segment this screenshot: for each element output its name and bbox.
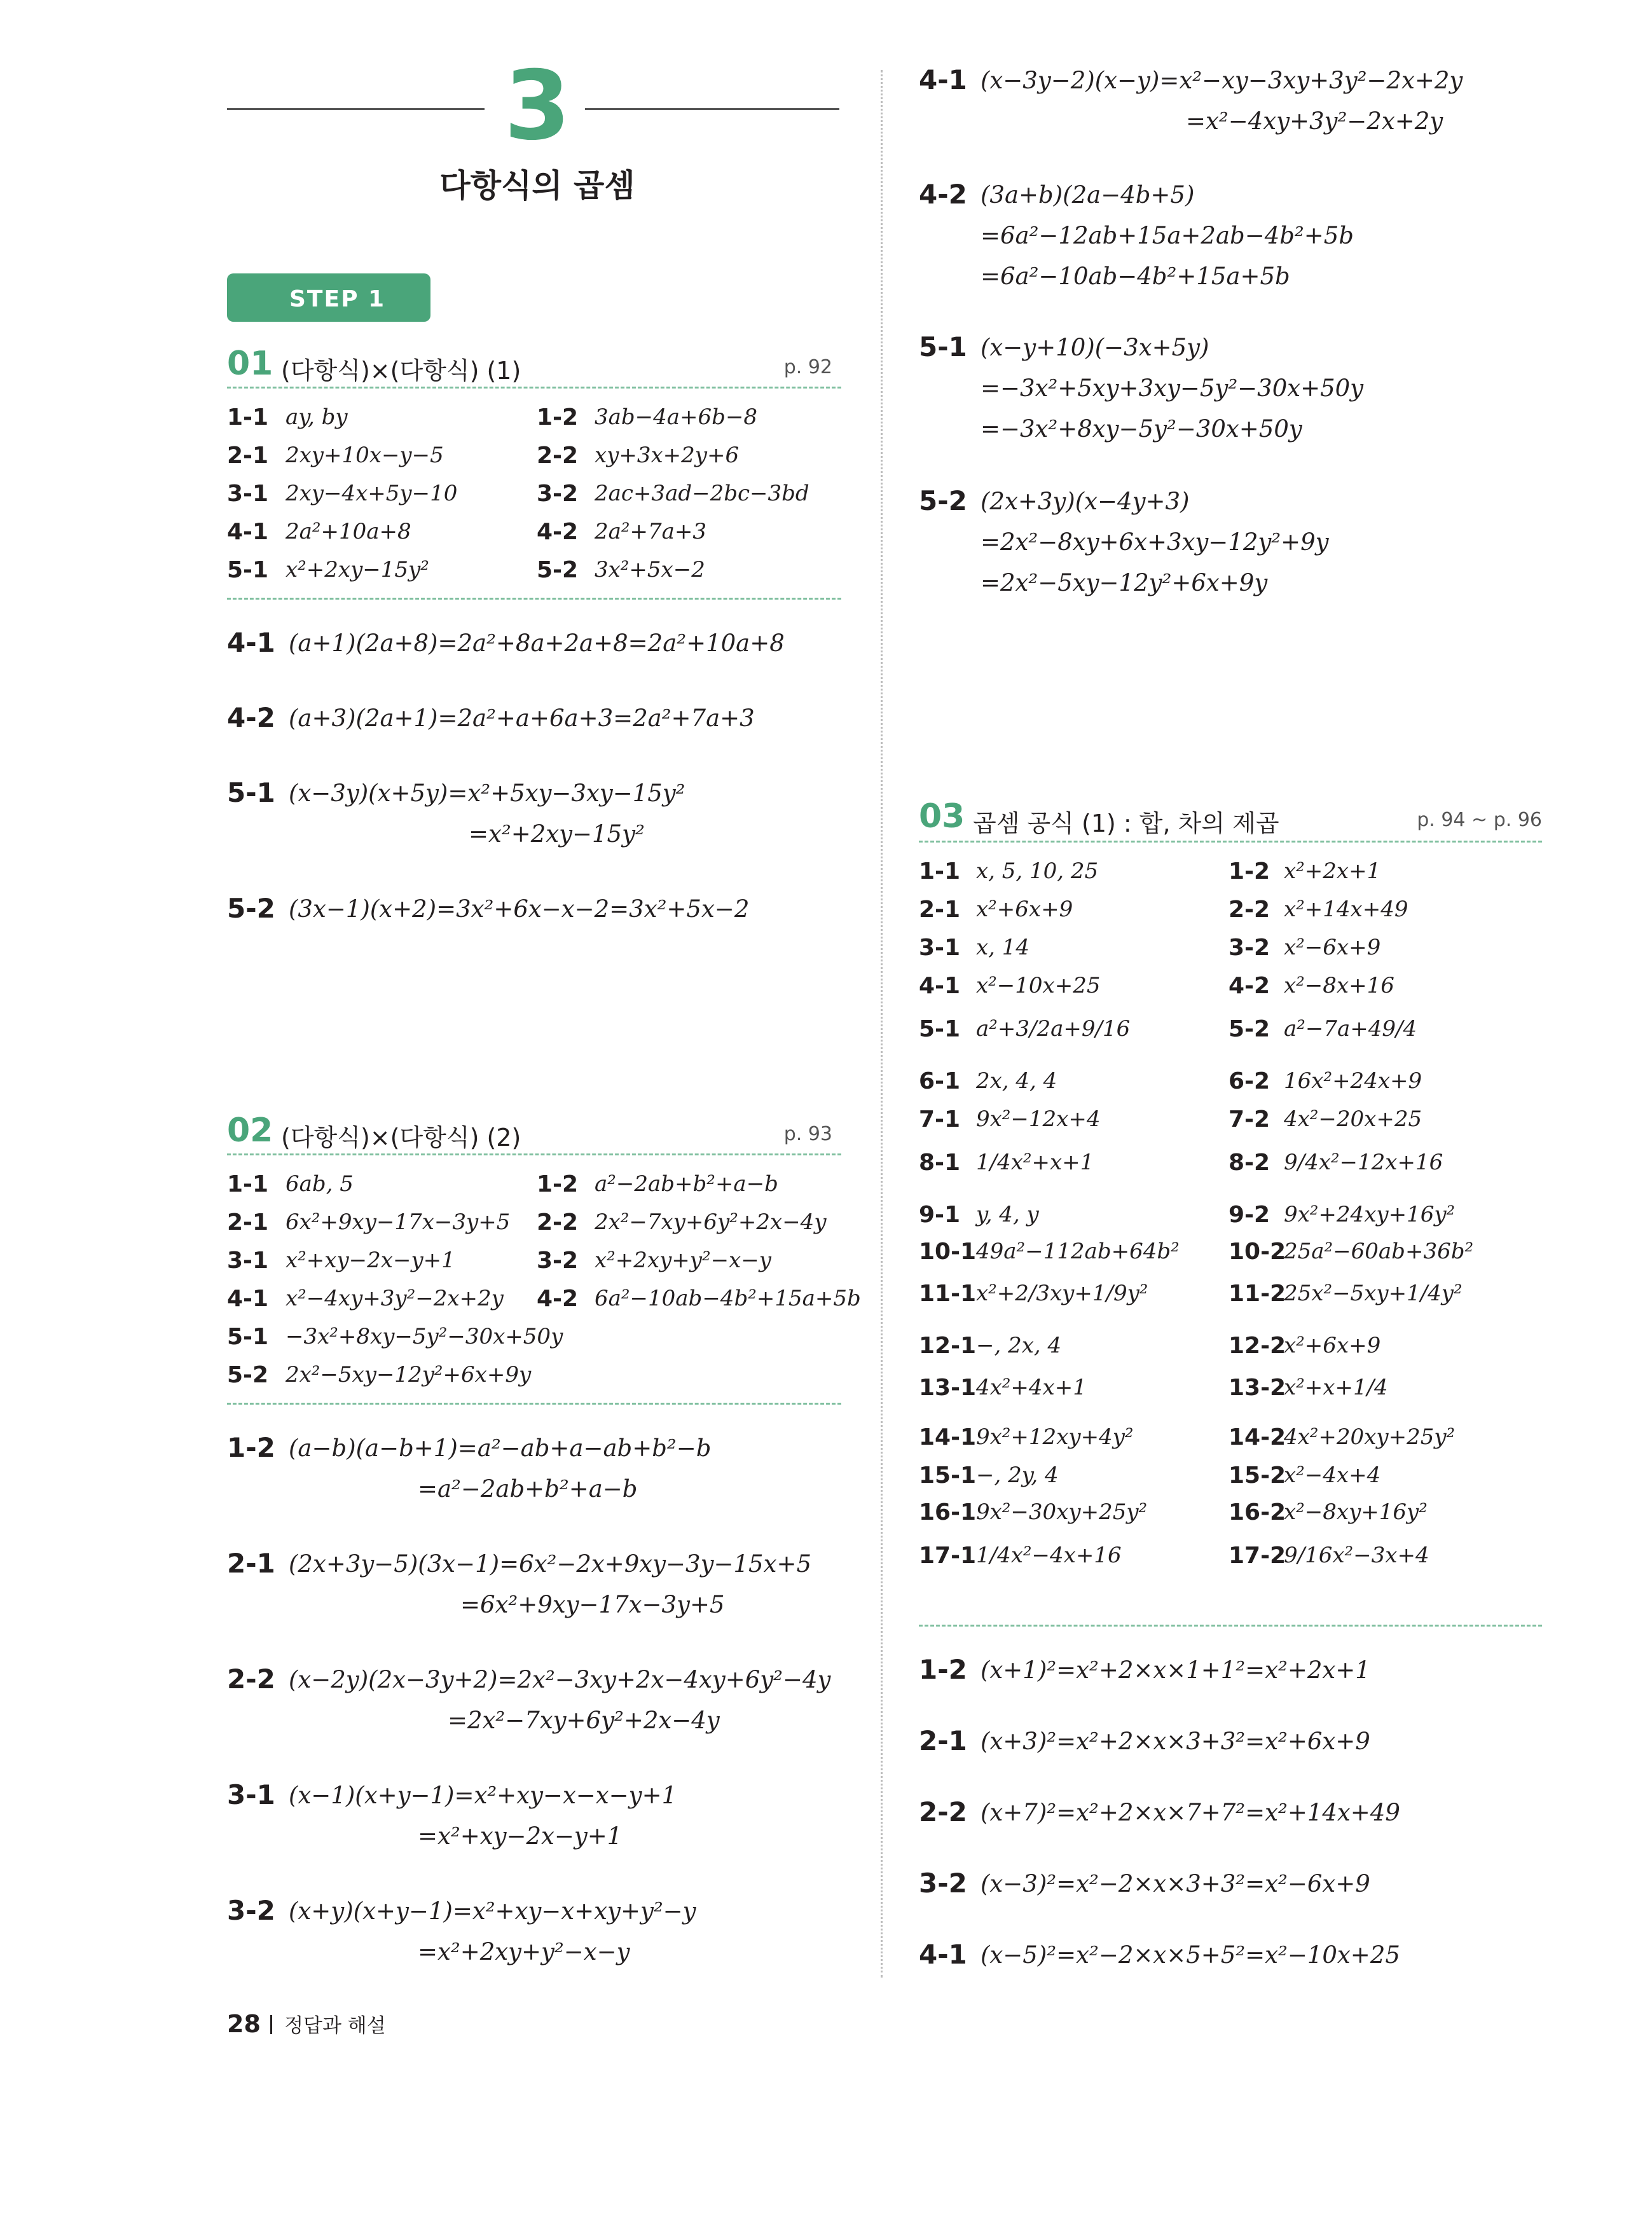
answer-label: 2-2 (537, 443, 579, 469)
answer-value: x²+6x+9 (976, 897, 1073, 922)
section-number: 03 (919, 797, 965, 836)
solution-line: =2x²−7xy+6y²+2x−4y (448, 1707, 720, 1734)
answer-label: 15-2 (1229, 1463, 1286, 1489)
solution-line: (x−3y)(x+5y)=x²+5xy−3xy−15y² (289, 780, 685, 807)
answer-value: x²+14x+49 (1284, 897, 1408, 922)
answer-label: 8-1 (919, 1150, 961, 1176)
answer-value: y, 4, y (976, 1202, 1039, 1227)
divider (919, 1625, 1542, 1627)
answer-label: 5-2 (537, 557, 579, 583)
answer-value: 9x²−12x+4 (976, 1106, 1101, 1132)
section-number: 02 (227, 1112, 273, 1150)
solution-line: =6x²+9xy−17x−3y+5 (460, 1591, 725, 1618)
solution-line: =x²+2xy+y²−x−y (418, 1938, 630, 1965)
solution-line: =x²+xy−2x−y+1 (418, 1822, 623, 1850)
solution-line: (x−5)²=x²−2×x×5+5²=x²−10x+25 (981, 1941, 1400, 1969)
answer-value: 1/4x²+x+1 (976, 1150, 1094, 1175)
answer-label: 15-1 (919, 1463, 977, 1489)
answer-value: x²−6x+9 (1284, 935, 1381, 960)
solution-line: =−3x²+5xy+3xy−5y²−30x+50y (981, 375, 1364, 402)
section-number: 01 (227, 345, 273, 383)
solution-line: (x+3)²=x²+2×x×3+3²=x²+6x+9 (981, 1728, 1370, 1755)
answer-label: 4-1 (227, 1286, 269, 1312)
answer-label: 1-1 (227, 1171, 269, 1197)
answer-label: 1-2 (1229, 858, 1270, 884)
answer-label: 10-1 (919, 1239, 977, 1265)
answer-value: 3ab−4a+6b−8 (595, 404, 758, 430)
page-number: 28 (227, 2010, 261, 2038)
answer-label: 12-2 (1229, 1333, 1286, 1359)
solution-line: (3x−1)(x+2)=3x²+6x−x−2=3x²+5x−2 (289, 895, 750, 923)
answer-value: x²+xy−2x−y+1 (286, 1248, 455, 1273)
answer-value: x²+2xy−15y² (286, 557, 429, 582)
answer-label: 16-2 (1229, 1499, 1286, 1525)
section-title: (다항식)×(다항식) (1) (281, 357, 521, 385)
chapter-title: 다항식의 곱셈 (439, 167, 635, 204)
answer-value: 6ab, 5 (286, 1171, 354, 1197)
answer-value: x²+6x+9 (1284, 1333, 1381, 1358)
solution-line: =2x²−5xy−12y²+6x+9y (981, 569, 1268, 596)
solution-line: (x−y+10)(−3x+5y) (981, 334, 1209, 361)
answer-value: 1/4x²−4x+16 (976, 1543, 1122, 1568)
answer-label: 4-1 (919, 973, 961, 999)
answer-label: 4-2 (537, 519, 579, 545)
answer-label: 2-1 (227, 1209, 269, 1235)
solution-line: =x²+2xy−15y² (469, 820, 645, 848)
footer-label: 정답과 해설 (284, 2014, 386, 2037)
solution-line: (x−1)(x+y−1)=x²+xy−x−x−y+1 (289, 1782, 677, 1809)
answer-label: 11-2 (1229, 1281, 1286, 1307)
answer-label: 10-2 (1229, 1239, 1286, 1265)
section-03-header (919, 797, 1542, 842)
solution-line: (3a+b)(2a−4b+5) (981, 181, 1195, 209)
answer-label: 7-1 (919, 1106, 961, 1132)
answer-label: 4-2 (537, 1286, 579, 1312)
footer (227, 2009, 386, 2041)
answer-value: 9x²−30xy+25y² (976, 1499, 1148, 1525)
solution-line: =6a²−12ab+15a+2ab−4b²+5b (981, 222, 1354, 249)
answer-label: 16-1 (919, 1499, 977, 1525)
answer-label: 12-1 (919, 1333, 977, 1359)
answer-label: 2-1 (919, 897, 961, 923)
answer-label: 3-1 (919, 935, 961, 961)
solution-line: (x+7)²=x²+2×x×7+7²=x²+14x+49 (981, 1799, 1400, 1826)
answer-value: x²−10x+25 (976, 973, 1101, 998)
answer-value: 6a²−10ab−4b²+15a+5b (595, 1286, 861, 1311)
answer-label: 2-1 (227, 443, 269, 469)
solution-line: (x−3)²=x²−2×x×3+3²=x²−6x+9 (981, 1870, 1370, 1897)
solution-label: 1-2 (919, 1654, 967, 1685)
answer-label: 13-1 (919, 1375, 977, 1401)
answer-value: 2ac+3ad−2bc−3bd (595, 481, 809, 506)
answer-value: a²+3/2a+9/16 (976, 1016, 1131, 1042)
answer-value: x²−4xy+3y²−2x+2y (286, 1286, 504, 1311)
answer-label: 1-1 (227, 404, 269, 430)
solution-line: (x+1)²=x²+2×x×1+1²=x²+2x+1 (981, 1656, 1370, 1684)
solution-line: (x−3y−2)(x−y)=x²−xy−3xy+3y²−2x+2y (981, 67, 1463, 94)
chapter-number: 3 (504, 51, 571, 162)
answer-label: 2-2 (1229, 897, 1270, 923)
divider (227, 387, 841, 389)
answer-value: xy+3x+2y+6 (595, 443, 740, 468)
answer-value: x²+2xy+y²−x−y (595, 1248, 771, 1273)
answer-value: 2xy+10x−y−5 (286, 443, 444, 468)
answer-value: 9x²+24xy+16y² (1284, 1202, 1456, 1227)
section-02-header (227, 1112, 841, 1156)
step-label: STEP 1 (289, 286, 386, 312)
page-reference: p. 94 ~ p. 96 (1417, 809, 1542, 831)
answer-label: 7-2 (1229, 1106, 1270, 1132)
answer-label: 5-1 (919, 1016, 961, 1042)
answer-value: −, 2x, 4 (976, 1333, 1062, 1358)
page-reference: p. 93 (783, 1123, 832, 1145)
answer-value: 25a²−60ab+36b² (1284, 1239, 1474, 1264)
solution-line: (x−2y)(2x−3y+2)=2x²−3xy+2x−4xy+6y²−4y (289, 1666, 831, 1693)
answer-label: 3-2 (537, 481, 579, 507)
solution-label: 2-1 (227, 1548, 275, 1579)
solution-label: 4-1 (227, 627, 275, 658)
answer-label: 8-2 (1229, 1150, 1270, 1176)
answer-value: 16x²+24x+9 (1284, 1068, 1422, 1094)
solution-line: (a+1)(2a+8)=2a²+8a+2a+8=2a²+10a+8 (289, 630, 785, 657)
answer-label: 9-1 (919, 1202, 961, 1228)
step-badge (227, 273, 430, 322)
answer-label: 5-1 (227, 1324, 269, 1350)
solution-label: 4-2 (227, 702, 275, 733)
page-reference: p. 92 (783, 356, 832, 378)
solution-label: 2-1 (919, 1725, 967, 1756)
answer-label: 1-2 (537, 1171, 579, 1197)
answer-label: 3-1 (227, 1248, 269, 1274)
answer-label: 3-2 (1229, 935, 1270, 961)
answer-value: x, 5, 10, 25 (976, 858, 1099, 884)
divider (227, 1153, 841, 1155)
answer-label: 14-1 (919, 1424, 977, 1450)
answer-value: 49a²−112ab+64b² (976, 1239, 1180, 1264)
answer-value: x, 14 (976, 935, 1030, 960)
answer-label: 5-2 (227, 1362, 269, 1388)
solution-label: 2-2 (227, 1663, 275, 1695)
answer-value: x²+2/3xy+1/9y² (976, 1281, 1148, 1306)
answer-label: 11-1 (919, 1281, 977, 1307)
answer-value: 2xy−4x+5y−10 (286, 481, 458, 506)
answer-value: a²−2ab+b²+a−b (595, 1171, 778, 1197)
answer-label: 4-2 (1229, 973, 1270, 999)
answer-label: 14-2 (1229, 1424, 1286, 1450)
answer-label: 2-2 (537, 1209, 579, 1235)
answer-label: 17-1 (919, 1543, 977, 1569)
answer-value: x²−8x+16 (1284, 973, 1394, 998)
answer-label: 6-1 (919, 1068, 961, 1094)
answer-label: 1-2 (537, 404, 579, 430)
solution-label: 4-1 (919, 64, 967, 95)
solution-label: 3-2 (919, 1868, 967, 1899)
column-divider (881, 70, 883, 1978)
answer-value: a²−7a+49/4 (1284, 1016, 1417, 1042)
answer-value: x²+x+1/4 (1284, 1375, 1388, 1400)
solution-line: =6a²−10ab−4b²+15a+5b (981, 263, 1290, 290)
solution-line: (x+y)(x+y−1)=x²+xy−x+xy+y²−y (289, 1897, 696, 1925)
answer-value: 2x²−5xy−12y²+6x+9y (286, 1362, 532, 1387)
divider (227, 1403, 841, 1405)
answer-label: 13-2 (1229, 1375, 1286, 1401)
answer-value: 9x²+12xy+4y² (976, 1424, 1134, 1450)
answer-label: 3-2 (537, 1248, 579, 1274)
answer-value: −3x²+8xy−5y²−30x+50y (286, 1324, 563, 1349)
answer-label: 3-1 (227, 481, 269, 507)
answer-label: 9-2 (1229, 1202, 1270, 1228)
solution-label: 5-2 (919, 485, 967, 516)
solution-line: (a+3)(2a+1)=2a²+a+6a+3=2a²+7a+3 (289, 705, 755, 732)
answer-value: x²−8xy+16y² (1284, 1499, 1428, 1525)
answer-value: 9/16x²−3x+4 (1284, 1543, 1429, 1568)
answer-label: 17-2 (1229, 1543, 1286, 1569)
answer-value: 9/4x²−12x+16 (1284, 1150, 1443, 1175)
answer-value: x²−4x+4 (1284, 1463, 1381, 1488)
answer-label: 5-1 (227, 557, 269, 583)
solution-label: 4-1 (919, 1939, 967, 1970)
answer-value: 4x²−20x+25 (1284, 1106, 1422, 1132)
solution-line: =x²−4xy+3y²−2x+2y (1186, 107, 1443, 135)
answer-value: 25x²−5xy+1/4y² (1284, 1281, 1463, 1306)
answer-value: 3x²+5x−2 (595, 557, 705, 582)
solution-line: (2x+3y−5)(3x−1)=6x²−2x+9xy−3y−15x+5 (289, 1550, 811, 1578)
solution-label: 1-2 (227, 1432, 275, 1463)
solution-label: 5-1 (919, 331, 967, 362)
solution-label: 4-2 (919, 179, 967, 210)
solution-line: =a²−2ab+b²+a−b (418, 1475, 638, 1503)
solution-label: 2-2 (919, 1796, 967, 1827)
answer-value: 2x²−7xy+6y²+2x−4y (595, 1209, 827, 1235)
header-rule-right (585, 108, 839, 110)
answer-value: −, 2y, 4 (976, 1463, 1059, 1488)
answer-value: 4x²+4x+1 (976, 1375, 1087, 1400)
answer-label: 1-1 (919, 858, 961, 884)
section-title: (다항식)×(다항식) (2) (281, 1124, 521, 1152)
solution-line: (2x+3y)(x−4y+3) (981, 488, 1190, 515)
solution-line: =2x²−8xy+6x+3xy−12y²+9y (981, 528, 1329, 556)
divider (919, 841, 1542, 843)
answer-label: 4-1 (227, 519, 269, 545)
answer-value: 2a²+10a+8 (286, 519, 411, 544)
solution-label: 3-2 (227, 1895, 275, 1926)
answer-value: 2a²+7a+3 (595, 519, 707, 544)
answer-label: 6-2 (1229, 1068, 1270, 1094)
section-01-header (227, 345, 841, 389)
answer-value: 2x, 4, 4 (976, 1068, 1057, 1094)
solution-label: 3-1 (227, 1779, 275, 1810)
footer-separator (270, 2015, 272, 2034)
solution-line: =−3x²+8xy−5y²−30x+50y (981, 415, 1302, 443)
answer-label: 5-2 (1229, 1016, 1270, 1042)
solution-label: 5-2 (227, 893, 275, 924)
answer-value: 4x²+20xy+25y² (1284, 1424, 1456, 1450)
section-title: 곱셈 공식 (1) : 합, 차의 제곱 (973, 809, 1279, 837)
solution-label: 5-1 (227, 777, 275, 808)
divider (227, 598, 841, 600)
answer-value: x²+2x+1 (1284, 858, 1381, 884)
answer-value: 6x²+9xy−17x−3y+5 (286, 1209, 511, 1235)
solution-line: (a−b)(a−b+1)=a²−ab+a−ab+b²−b (289, 1435, 712, 1462)
answer-value: ay, by (286, 404, 348, 430)
header-rule-left (227, 108, 485, 110)
